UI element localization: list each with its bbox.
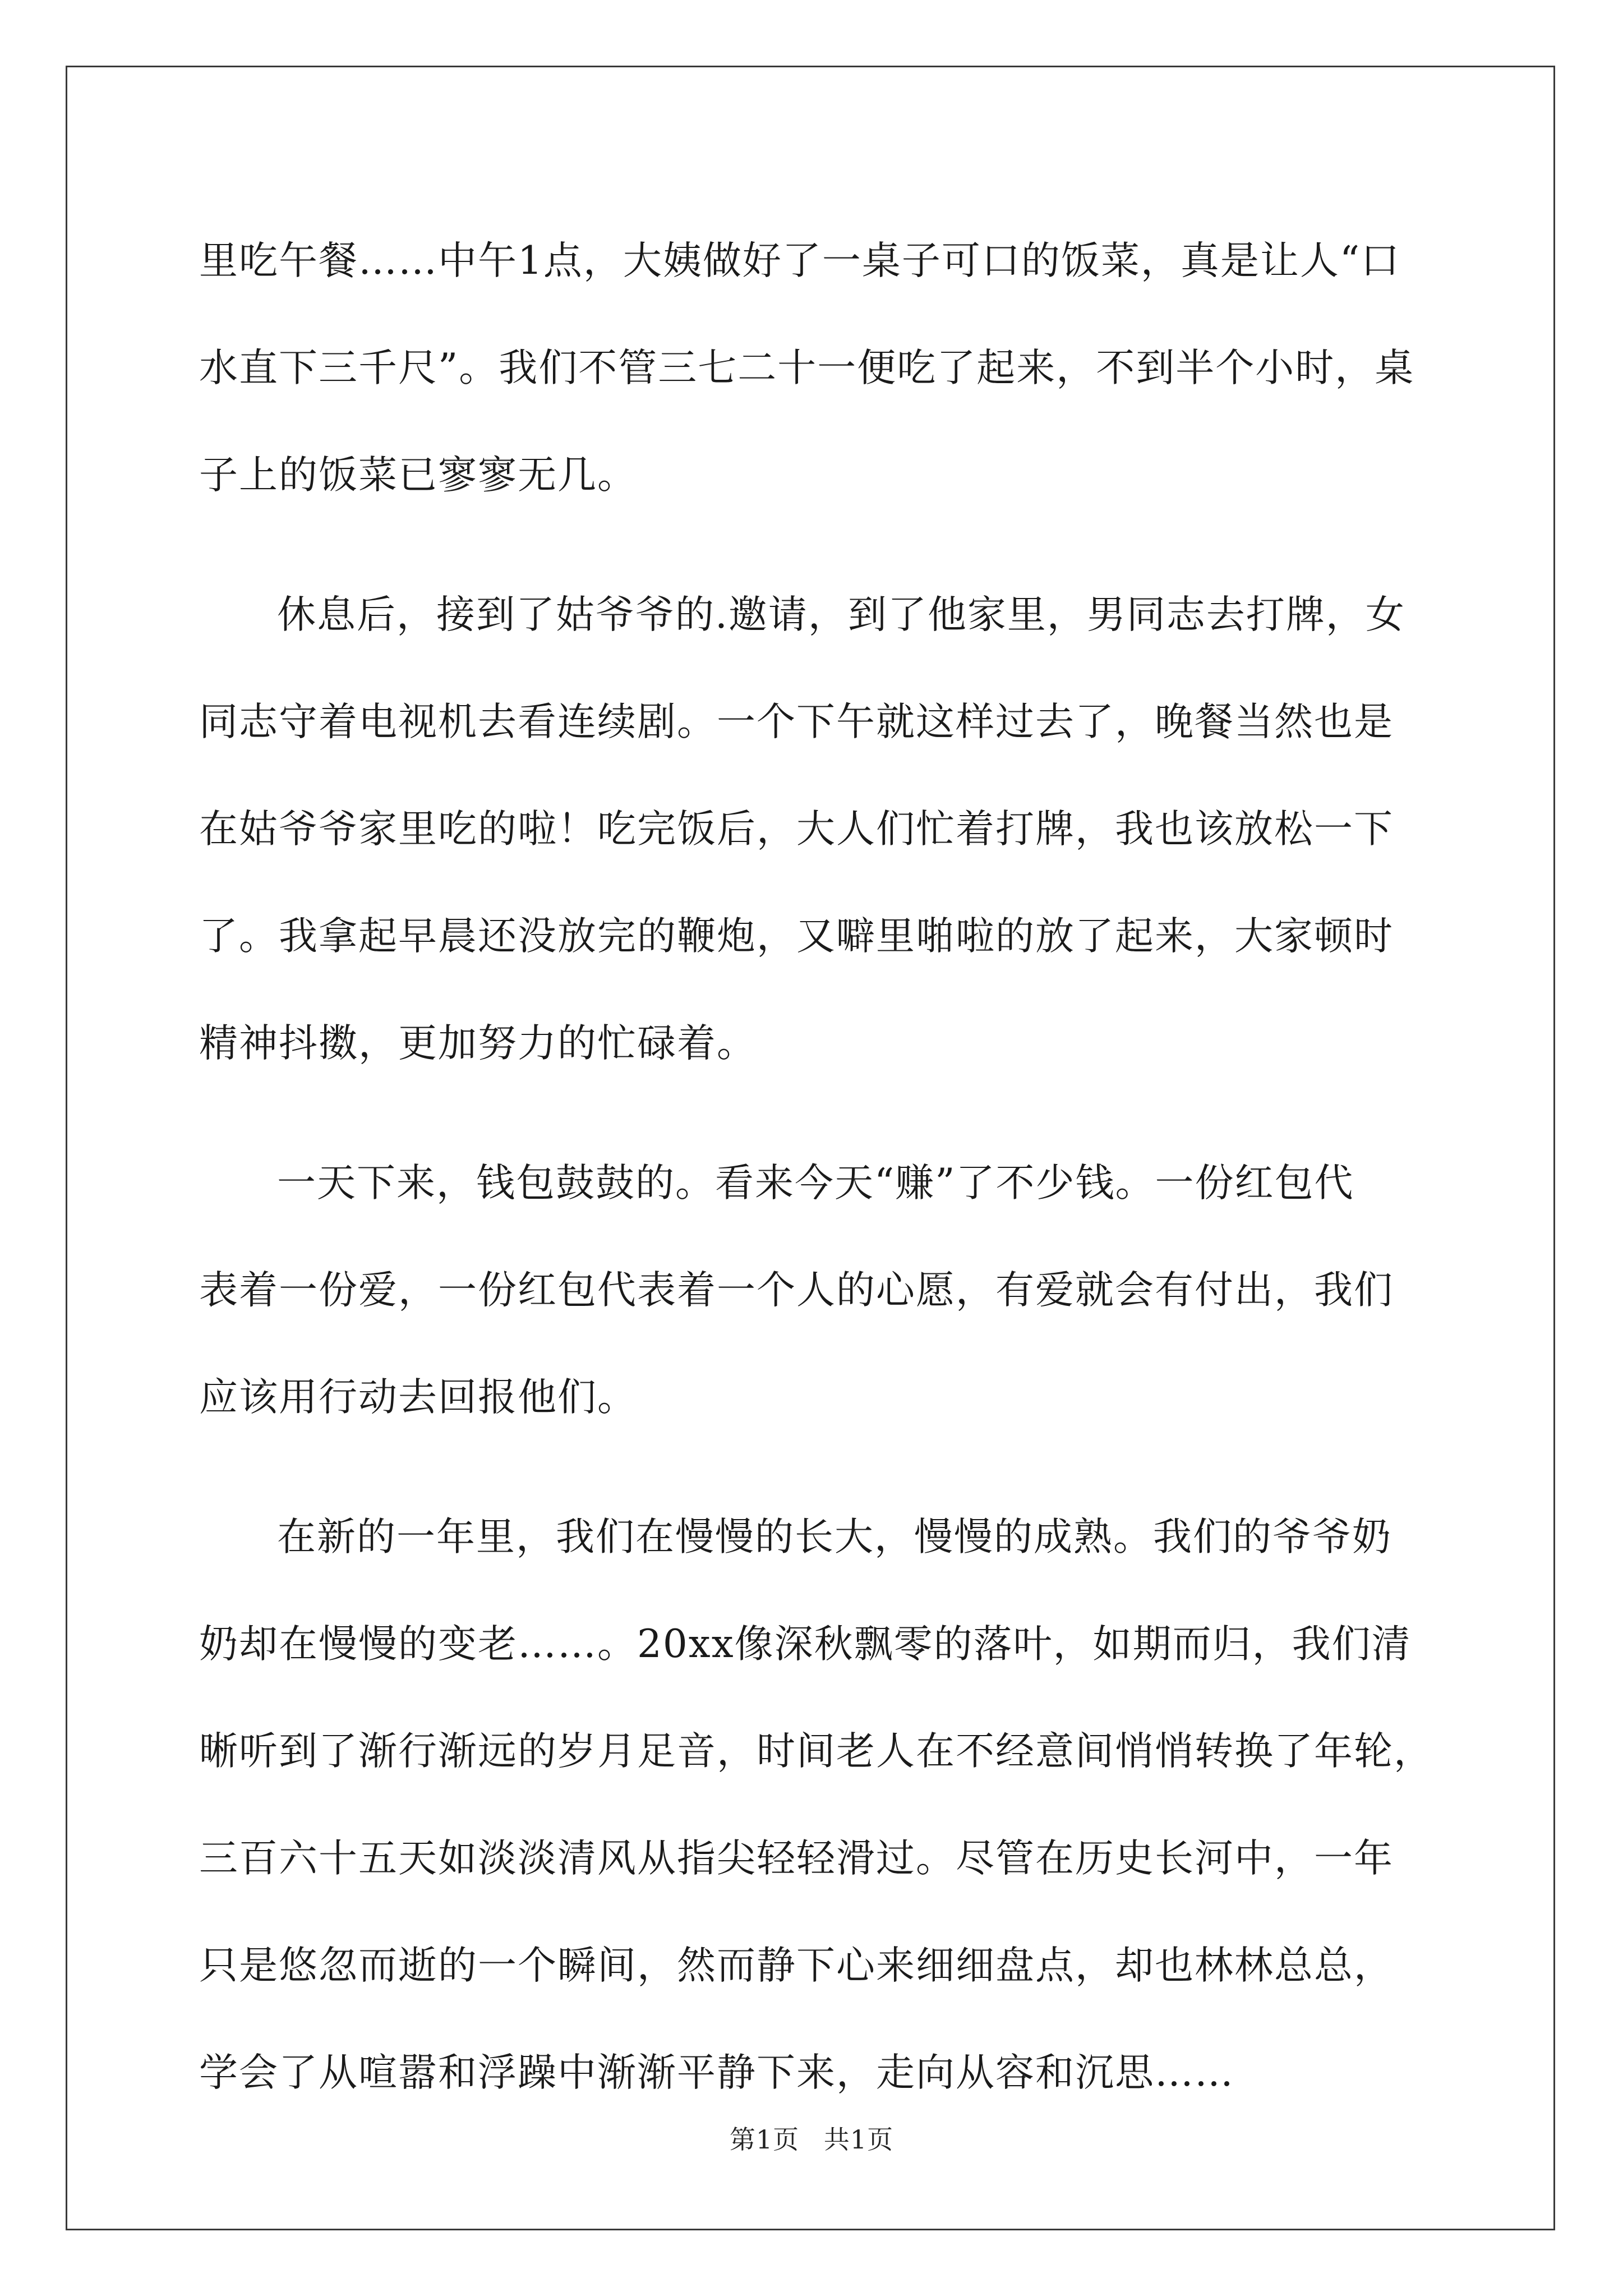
document-body	[199, 208, 1433, 2159]
text-line: 表着一份爱，一份红包代表着一个人的心愿，有爱就会有付出，我们	[199, 1268, 1394, 1313]
text-line: 三百六十五天如淡淡清风从指尖轻轻滑过。尽管在历史长河中，一年	[199, 1836, 1394, 1881]
text-line: 子上的饭菜已寥寥无几。	[199, 453, 637, 498]
text-line: 精神抖擞，更加努力的忙碌着。	[199, 1021, 757, 1066]
text-line: 休息后，接到了姑爷爷的.邀请，到了他家里，男同志去打牌，女	[277, 592, 1405, 637]
paragraph-3	[199, 1130, 1422, 1451]
text-line: 在新的一年里，我们在慢慢的长大，慢慢的成熟。我们的爷爷奶	[277, 1515, 1392, 1559]
text-line: 水直下三千尺”。我们不管三七二十一便吃了起来，不到半个小时，桌	[199, 346, 1415, 390]
text-line: 晰听到了渐行渐远的岁月足音，时间老人在不经意间悄悄转换了年轮，	[199, 1729, 1433, 1774]
text-line: 应该用行动去回报他们。	[199, 1375, 637, 1420]
page-number: 第1页	[729, 2124, 800, 2155]
page-footer	[0, 2119, 1623, 2156]
text-line: 一天下来，钱包鼓鼓的。看来今天“赚”了不少钱。一份红包代	[277, 1161, 1354, 1205]
paragraph-4	[199, 1484, 1433, 2127]
text-line: 学会了从喧嚣和浮躁中渐渐平静下来，走向从容和沉思……	[199, 2050, 1234, 2095]
paragraph-2	[199, 562, 1422, 1097]
page-total: 共1页	[823, 2124, 894, 2155]
paragraph-1	[199, 208, 1422, 529]
text-line: 奶却在慢慢的变老……。20xx像深秋飘零的落叶，如期而归，我们清	[199, 1622, 1412, 1667]
text-line: 同志守着电视机去看连续剧。一个下午就这样过去了，晚餐当然也是	[199, 700, 1394, 744]
text-line: 只是悠忽而逝的一个瞬间，然而静下心来细细盘点，却也林林总总，	[199, 1943, 1394, 1988]
text-line: 在姑爷爷家里吃的啦！吃完饭后，大人们忙着打牌，我也该放松一下	[199, 807, 1394, 852]
text-line: 里吃午餐……中午1点，大姨做好了一桌子可口的饭菜，真是让人“口	[199, 238, 1401, 283]
text-line: 了。我拿起早晨还没放完的鞭炮，又噼里啪啦的放了起来，大家顿时	[199, 914, 1394, 959]
